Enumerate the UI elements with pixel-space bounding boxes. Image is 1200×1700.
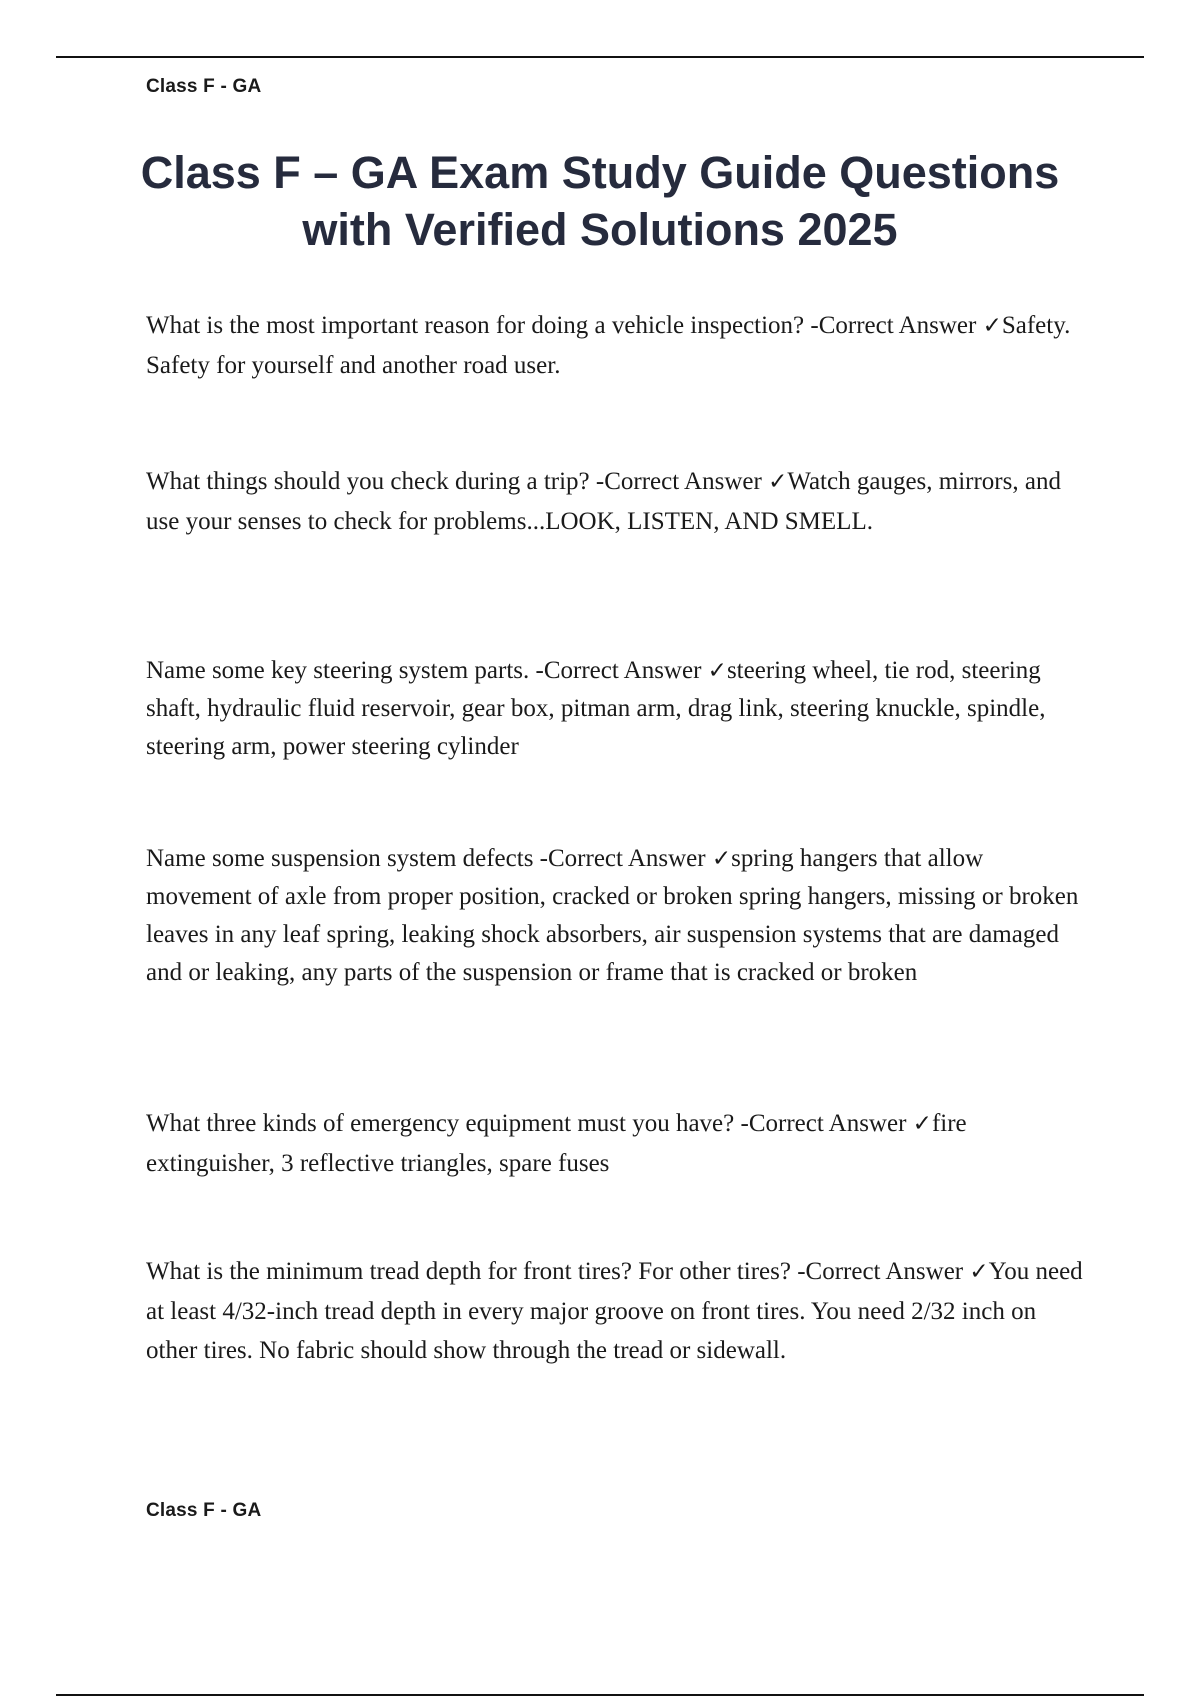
question-text: What is the minimum tread depth for front tires? For other tires? -Correct Answer [146,1258,970,1285]
qa-item-3 [146,652,1086,766]
qa-item-6 [146,1252,1086,1370]
qa-item-5 [146,1104,1086,1183]
answer-text: Watch gauges, mirrors, and use your senses to check for problems...LOOK, LISTEN, AND SMELL. [146,468,1061,535]
question-text: What three kinds of emergency equipment must you have? -Correct Answer [146,1110,913,1137]
bottom-rule [56,1694,1144,1696]
check-icon: ✓ [982,313,1002,339]
question-text: Name some suspension system defects -Correct Answer [146,845,712,872]
qa-item-2 [146,462,1086,541]
answer-text: You need at least 4/32-inch tread depth in every major groove on front tires. You need 2/32 inch on other tires. No fabric should show through the tread or sidewall. [146,1258,1083,1364]
qa-item-4 [146,840,1086,992]
check-icon: ✓ [711,846,732,872]
answer-text: Safety. Safety for yourself and another road user. [146,312,1071,379]
answer-text: steering wheel, tie rod, steering shaft, hydraulic fluid reservoir, gear box, pitman arm, drag link, steering knuckle, spindle, steering arm, power steering cylinder [146,657,1046,760]
check-icon: ✓ [969,1259,989,1285]
top-rule [56,56,1144,58]
answer-text: fire extinguisher, 3 reflective triangles, spare fuses [146,1110,967,1177]
check-icon: ✓ [912,1111,932,1137]
qa-item-1 [146,306,1086,385]
running-header: Class F - GA [146,76,262,97]
document-title: Class F – GA Exam Study Guide Questions with Verified Solutions 2025 [140,147,1060,255]
running-footer: Class F - GA [146,1500,262,1521]
check-icon: ✓ [707,658,727,684]
question-text: Name some key steering system parts. -Correct Answer [146,657,708,684]
check-icon: ✓ [768,469,788,495]
question-text: What is the most important reason for doing a vehicle inspection? -Correct Answer [146,312,983,339]
question-text: What things should you check during a trip? -Correct Answer [146,468,769,495]
answer-text: spring hangers that allow movement of axle from proper position, cracked or broken spring hangers, missing or broken leaves in any leaf spring, leaking shock absorbers, air suspension systems that are damaged and or leaking, any parts of the suspension or frame that is cracked or broken [146,845,1079,986]
